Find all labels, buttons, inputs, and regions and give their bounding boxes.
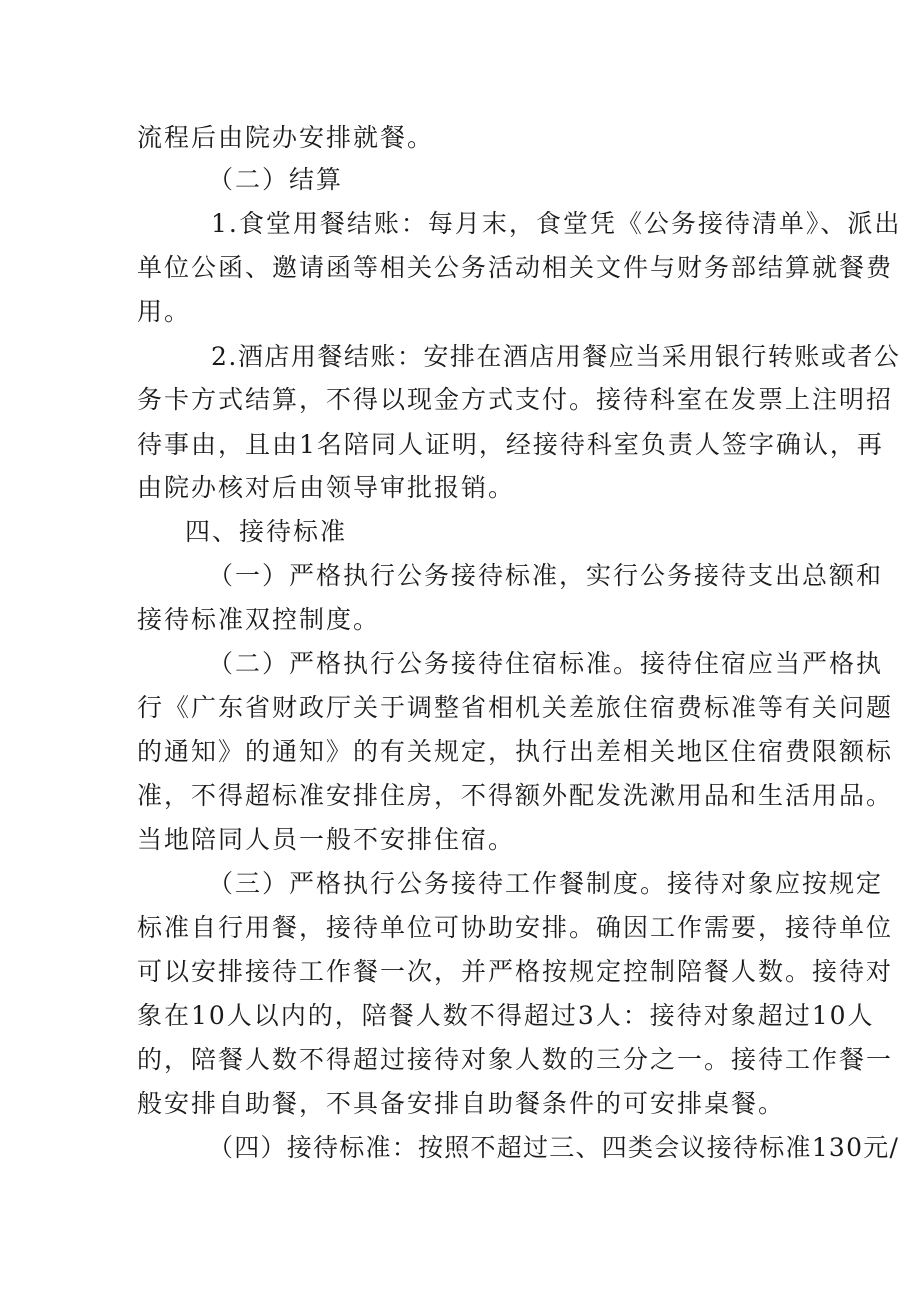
- text-line-7: 务卡方式结算，不得以现金方式支付。接待科室在发票上注明招: [137, 385, 894, 414]
- text-line-6: 2.酒店用餐结账：安排在酒店用餐应当采用银行转账或者公: [211, 342, 901, 371]
- text-line-21: 象在10人以内的，陪餐人数不得超过3人：接待对象超过10人: [137, 1001, 875, 1030]
- text-line-14: 行《广东省财政厅关于调整省相机关差旅住宿费标准等有关问题: [137, 693, 894, 722]
- section-heading-reception-standard: 四、接待标准: [185, 517, 348, 546]
- text-line-16: 准，不得超标准安排住房，不得额外配发洗漱用品和生活用品。: [137, 781, 894, 810]
- text-line-17: 当地陪同人员一般不安排住宿。: [137, 825, 516, 854]
- text-line-13: （二）严格执行公务接待住宿标准。接待住宿应当严格执: [208, 649, 884, 678]
- text-line-22: 的，陪餐人数不得超过接待对象人数的三分之一。接待工作餐一: [137, 1045, 894, 1074]
- text-line-15: 的通知》的通知》的有关规定，执行出差相关地区住宿费限额标: [137, 737, 894, 766]
- text-line-1: 流程后由院办安排就餐。: [137, 123, 435, 152]
- text-line-23: 般安排自助餐，不具备安排自助餐条件的可安排桌餐。: [137, 1089, 786, 1118]
- text-line-5: 用。: [137, 297, 192, 326]
- text-line-8: 待事由，且由1名陪同人证明，经接待科室负责人签字确认，再: [137, 430, 884, 459]
- text-line-3: 1.食堂用餐结账：每月末，食堂凭《公务接待清单》、派出: [211, 209, 902, 238]
- text-line-19: 标准自行用餐，接待单位可协助安排。确因工作需要，接待单位: [137, 913, 894, 942]
- text-line-24: （四）接待标准：按照不超过三、四类会议接待标准130元/: [208, 1133, 900, 1162]
- text-line-20: 可以安排接待工作餐一次，并严格按规定控制陪餐人数。接待对: [137, 957, 894, 986]
- section-heading-settlement: （二）结算: [208, 165, 344, 194]
- text-line-11: （一）严格执行公务接待标准，实行公务接待支出总额和: [208, 561, 884, 590]
- text-line-12: 接待标准双控制度。: [137, 605, 381, 634]
- text-line-4: 单位公函、邀请函等相关公务活动相关文件与财务部结算就餐费: [137, 253, 894, 282]
- text-line-9: 由院办核对后由领导审批报销。: [137, 473, 516, 502]
- text-line-18: （三）严格执行公务接待工作餐制度。接待对象应按规定: [208, 869, 884, 898]
